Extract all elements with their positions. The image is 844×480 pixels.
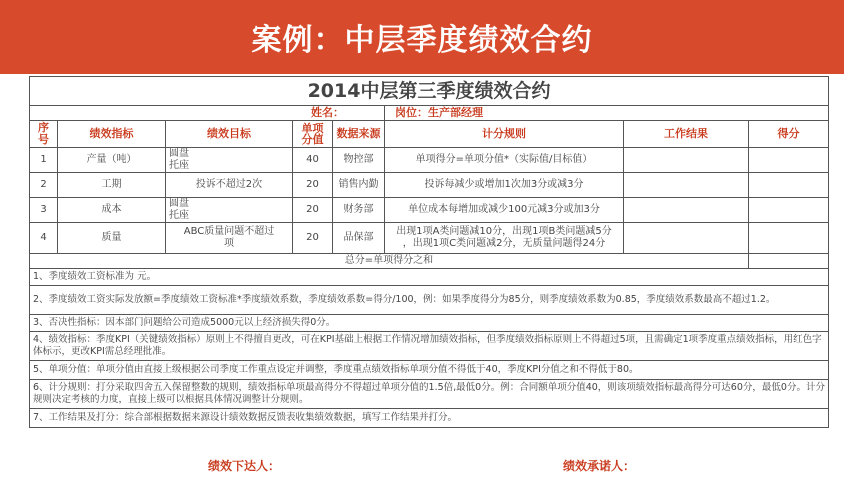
column-header: 计分规则	[385, 121, 624, 148]
table-row	[30, 198, 829, 223]
target-cell: 圆盘 托座	[166, 148, 293, 173]
column-header: 工作结果	[624, 121, 749, 148]
contract-title: 2014中层第三季度绩效合约	[30, 77, 829, 106]
column-header: 序号	[30, 121, 58, 148]
score-cell: 20	[293, 223, 333, 254]
total-row	[30, 254, 829, 269]
score-cell: 20	[293, 198, 333, 223]
contract-sheet	[29, 76, 828, 428]
rule-cell: 投诉每减少或增加1次加3分或减3分	[385, 173, 624, 198]
position-label: 岗位：生产部经理	[385, 106, 829, 121]
row-number: 1	[30, 148, 58, 173]
indicator-cell: 质量	[58, 223, 166, 254]
points-cell[interactable]	[749, 148, 829, 173]
indicator-cell: 工期	[58, 173, 166, 198]
indicator-cell: 产量（吨）	[58, 148, 166, 173]
target-cell: 投诉不超过2次	[166, 173, 293, 198]
note-item: 1、季度绩效工资标准为 元。	[30, 269, 829, 286]
points-cell[interactable]	[749, 198, 829, 223]
table-header-row	[30, 121, 829, 148]
table-row	[30, 173, 829, 198]
column-header: 得分	[749, 121, 829, 148]
note-item: 5、单项分值：单项分值由直接上级根据公司季度工作重点设定并调整，季度重点绩效指标单项分值不得低于40，季度KPI分值之和不得低于80。	[30, 361, 829, 380]
column-header: 绩效目标	[166, 121, 293, 148]
source-cell: 物控部	[333, 148, 385, 173]
contract-table	[29, 76, 829, 428]
rule-cell: 单位成本每增加或减少100元减3分或加3分	[385, 198, 624, 223]
row-number: 2	[30, 173, 58, 198]
source-cell: 品保部	[333, 223, 385, 254]
total-formula: 总分=单项得分之和	[30, 254, 749, 269]
table-row	[30, 223, 829, 254]
result-cell[interactable]	[624, 223, 749, 254]
slide-title: 案例：中层季度绩效合约	[251, 23, 593, 58]
issuer-signature-label: 绩效下达人：	[208, 459, 281, 473]
row-number: 4	[30, 223, 58, 254]
committer-signature-label: 绩效承诺人：	[563, 459, 636, 473]
note-item: 6、计分规则：打分采取四舍五入保留整数的规则，绩效指标单项最高得分不得超过单项分值的1.5倍,最低0分。例：合同额单项分值40，则该项绩效指标最高得分可达60分，最低0分。计分规则决定考核的力度，直接上级可以根据具体情况调整计分规则。	[30, 380, 829, 409]
name-label: 姓名：	[30, 106, 385, 121]
result-cell[interactable]	[624, 198, 749, 223]
column-header: 绩效指标	[58, 121, 166, 148]
total-points-cell[interactable]	[749, 254, 829, 269]
note-item: 3、否决性指标：因本部门问题给公司造成5000元以上经济损失得0分。	[30, 315, 829, 332]
result-cell[interactable]	[624, 148, 749, 173]
note-item: 2、季度绩效工资实际发放额=季度绩效工资标准*季度绩效系数，季度绩效系数=得分/100，例：如果季度得分为85分，则季度绩效系数为0.85，季度绩效系数最高不超过1.2。	[30, 286, 829, 315]
note-item: 7、工作结果及打分：综合部根据数据来源设计绩效数据反馈表收集绩效数据，填写工作结果并打分。	[30, 409, 829, 428]
row-number: 3	[30, 198, 58, 223]
indicator-cell: 成本	[58, 198, 166, 223]
score-cell: 20	[293, 173, 333, 198]
result-cell[interactable]	[624, 173, 749, 198]
points-cell[interactable]	[749, 173, 829, 198]
note-item: 4、绩效指标：季度KPI（关键绩效指标）原则上不得擅自更改，可在KPI基础上根据工作情况增加绩效指标，但季度绩效指标原则上不得超过5项，且需确定1项季度重点绩效指标，用红色字体标示，更改KPI需总经理批准。	[30, 332, 829, 361]
column-header: 单项 分值	[293, 121, 333, 148]
target-cell: 圆盘 托座	[166, 198, 293, 223]
source-cell: 销售内勤	[333, 173, 385, 198]
slide-header	[0, 0, 844, 74]
target-cell: ABC质量问题不超过 项	[166, 223, 293, 254]
score-cell: 40	[293, 148, 333, 173]
table-row	[30, 148, 829, 173]
column-header: 数据来源	[333, 121, 385, 148]
points-cell[interactable]	[749, 223, 829, 254]
rule-cell: 出现1项A类问题减10分，出现1项B类问题减5分 ，出现1项C类问题减2分，无质量问题得24分	[385, 223, 624, 254]
source-cell: 财务部	[333, 198, 385, 223]
rule-cell: 单项得分=单项分值*（实际值/目标值）	[385, 148, 624, 173]
